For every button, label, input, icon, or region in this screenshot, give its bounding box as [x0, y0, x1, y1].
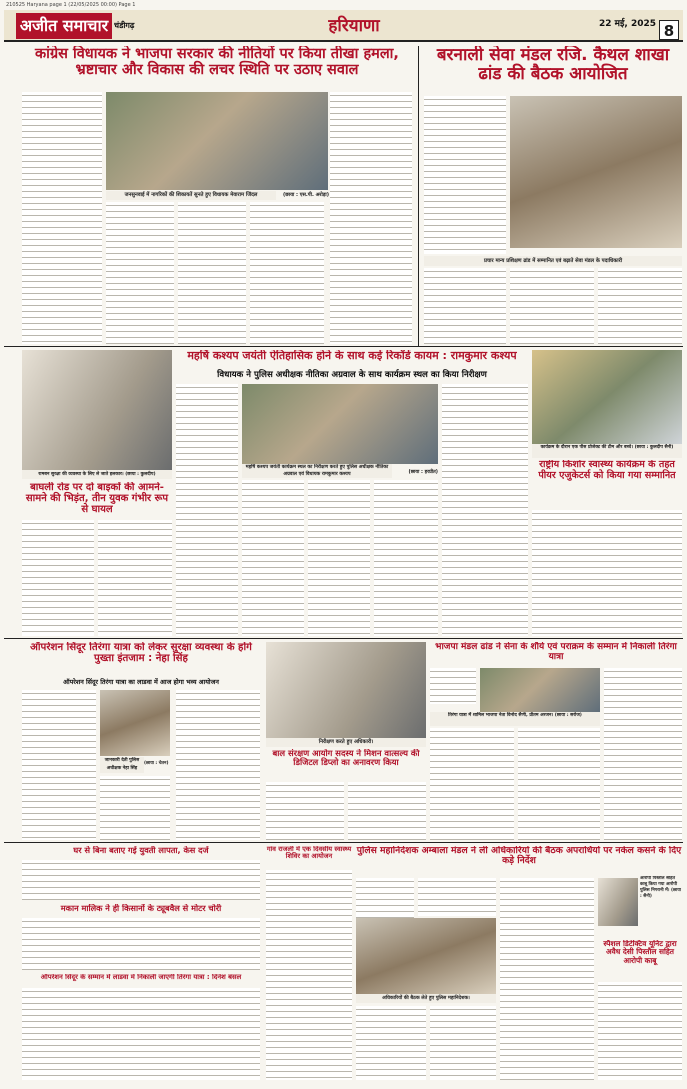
baghpat-body-col1	[22, 520, 94, 636]
bhajpa-headline: भाजपा मंडल ढांड ने सेना के शौर्य एवं पराक्रम के सम्मान में निकाली तिरंगा यात्रा	[435, 642, 677, 663]
police-body-col3	[356, 1006, 426, 1080]
bhajpa-body-col1	[430, 668, 476, 704]
police-body-col4	[430, 1006, 496, 1080]
operation-body-col3	[176, 690, 260, 840]
congress-body-col3	[178, 202, 246, 344]
barnali-photo	[510, 96, 682, 248]
section-rule-1	[4, 346, 683, 347]
child-photo-caption: निरीक्षण करते हुए अधिकारी।	[266, 738, 426, 747]
kashyap-photo-caption: महर्षि कश्यप जयंती कार्यक्रम स्थल का निरीक्षण करते हुए पुलिस अधीक्षक नीतिका अग्रवाल एवं विधायक रामकुमार कश्यप	[242, 464, 392, 478]
healthcamp-body	[266, 870, 352, 1080]
child-body-col2	[348, 782, 426, 840]
operation-person-caption: जानकारी देती पुलिस अधीक्षक नेहा सिंह	[100, 757, 144, 773]
special-headline: स्पैशल डिटेक्टिव यूनिट द्वारा अवैध देसी पिस्तौल सहित आरोपी काबू	[603, 940, 677, 965]
kashyap-body-col1	[176, 384, 238, 636]
police-body-col2	[418, 878, 496, 916]
operation-headline: ऑपरेशन सिंदूर तिरंगा यात्रा को लेकर सुरक्षा व्यवस्था के होंगे पुख्ता इंतजाम : नेहा सिंह	[30, 642, 252, 665]
bhajpa-body-col4	[518, 728, 600, 840]
special-mugshot-caption: आरोपी पिस्तौल सहित काबू किया गया आरोपी पुलिस निगरानी में। (छाया : सैनी)	[640, 876, 681, 899]
baghpat-headline: बाघली रोड पर दो बाइकों की आमने-सामने की भिड़ंत, तीन युवक गंभीर रूप से घायल	[25, 482, 169, 516]
operation-body-col2	[100, 776, 170, 840]
police-body-col5	[500, 878, 594, 1080]
kashyap-body-col3	[308, 480, 370, 636]
operation-body-col1	[22, 690, 96, 840]
issue-date: 22 मई, 2025	[598, 19, 656, 28]
edition-label: चंडीगढ़	[114, 21, 135, 30]
operation-person-photo	[100, 690, 170, 756]
kashyap-body-col5	[442, 384, 528, 636]
healthcamp-headline: गांव राजली में एक दिवसीय स्वास्थ्य शिविर का आयोजन	[266, 846, 352, 861]
print-slug: 210525 Haryana page 1 (22/05/2025 00:00) Page 1	[6, 2, 136, 8]
baghpat-body-col2	[98, 520, 172, 636]
kashyap-subhead: विधायक ने पुलिस अधीक्षक नीतिका अग्रवाल के साथ कार्यक्रम स्थल का किया निरीक्षण	[217, 370, 487, 380]
operation-subhead: ऑपरेशन सिंदूर तिरंगा यात्रा का लाडवा में आज होगा भव्य आयोजन	[63, 678, 219, 686]
bhajpa-photo	[480, 668, 600, 712]
rashtriya-body	[532, 510, 682, 636]
ramban-photo-caption: रामबन सुरक्षा की व्यवस्था के लिए ले जाते हलकार। (छाया : कुलदीप)	[22, 470, 172, 479]
bhajpa-body-col2	[604, 668, 682, 840]
child-body-col1	[266, 782, 344, 840]
special-mugshot	[598, 878, 638, 926]
rashtriya-photo-caption: कार्यक्रम के दौरान एक पीस प्रोजेक्ट की टीम और बच्चे। (छाया : कुलदीप सैनी)	[532, 444, 682, 458]
congress-body-col1	[22, 92, 102, 344]
bhajpa-body-col3	[430, 728, 514, 840]
barnali-body-col3	[510, 268, 594, 344]
congress-photo-caption: जनसुनवाई में नागरिकों की शिकायतें सुनते हुए विधायक मेवाराम जिंदल	[106, 191, 276, 200]
section-title: हरियाणा	[328, 16, 380, 36]
opsindoor2-body	[22, 988, 260, 1080]
tubewell-body	[22, 918, 260, 970]
page-number: 8	[659, 20, 679, 40]
rashtriya-photo	[532, 350, 682, 444]
section-rule-3	[4, 842, 683, 843]
barnali-body-col4	[598, 268, 682, 344]
congress-body-col5	[330, 92, 412, 344]
tubewell-headline: मकान मालिक ने ही किसानों के ट्यूबवैल से मोटर चोरी	[60, 904, 222, 913]
police-body-col1	[356, 878, 414, 918]
ramban-photo	[22, 350, 172, 470]
police-headline: पुलिस महानिदेशक अम्बाला मंडल ने ली अधिकारियों की बैठक अपराधियों पर नकेल कसने के दिए कड़े निर्देश	[356, 846, 682, 867]
kashyap-body-col2	[242, 480, 304, 636]
congress-headline: कांग्रेस विधायक ने भाजपा सरकार की नीतियों पर किया तीखा हमला, भ्रष्टाचार और विकास की लचर स्थिति पर उठाए सवाल	[35, 46, 399, 79]
kashyap-kicker: महर्षि कश्यप जयंती ऐतिहासिक होने के साथ कई रिकॉर्ड कायम : रामकुमार कश्यप	[187, 350, 517, 362]
congress-photo	[106, 92, 328, 190]
barnali-headline: बरनाली सेवा मंडल रजि. कैथल शाखा ढांड की बैठक आयोजित	[436, 46, 670, 85]
child-photo	[266, 642, 426, 738]
kashyap-photo	[242, 384, 438, 464]
bhajpa-photo-caption: तिरंगा यात्रा में शामिल भाजपा नेता विनोद सैणी, प्रीतम अरजन। (छाया : सरोज)	[430, 712, 600, 726]
missing-body	[22, 860, 260, 900]
child-headline: बाल संरक्षण आयोग सदस्य ने मिशन वात्सल्य की डिजिटल डिप्लो का अनावरण किया	[272, 749, 420, 768]
missing-headline: घर से बिना बताए गई युवती लापता, केस दर्ज	[73, 846, 209, 855]
rashtriya-headline: राष्ट्रीय किशोर स्वास्थ्य कार्यक्रम के तहत पीयर एजुकेटर्स को किया गया सम्मानित	[538, 460, 676, 481]
barnali-photo-caption: प्रचार मान्य प्रशिक्षण ढांड में सम्मानित एवं बढ़ाते सेवा मंडल के पदाधिकारी	[424, 256, 682, 266]
section-rule-2	[4, 638, 683, 639]
congress-photo-credit: (छाया : एस.पी. अरोड़ा)	[283, 192, 329, 198]
barnali-body-col1	[424, 96, 506, 254]
police-photo	[356, 918, 496, 994]
kashyap-photo-credit: (छाया : हरप्रीत)	[408, 470, 438, 475]
kashyap-body-col4	[374, 480, 438, 636]
congress-body-col2	[106, 202, 174, 344]
police-photo-caption: अधिकारियों की बैठक लेते हुए पुलिस महानिदेशक।	[356, 994, 496, 1003]
paper-name: अजीत समाचार	[19, 16, 109, 35]
special-body	[598, 982, 682, 1080]
operation-person-credit: (छाया : चेतन)	[144, 761, 169, 766]
opsindoor2-headline: ऑपरेशन सिंदूर के सम्मान में लाडवा में निकाली जाएगी तिरंगा यात्रा : दिनेश बंसल	[40, 974, 242, 981]
congress-body-col4	[250, 202, 324, 344]
column-rule-right	[418, 46, 419, 346]
barnali-body-col2	[424, 268, 506, 344]
masthead	[4, 10, 683, 42]
